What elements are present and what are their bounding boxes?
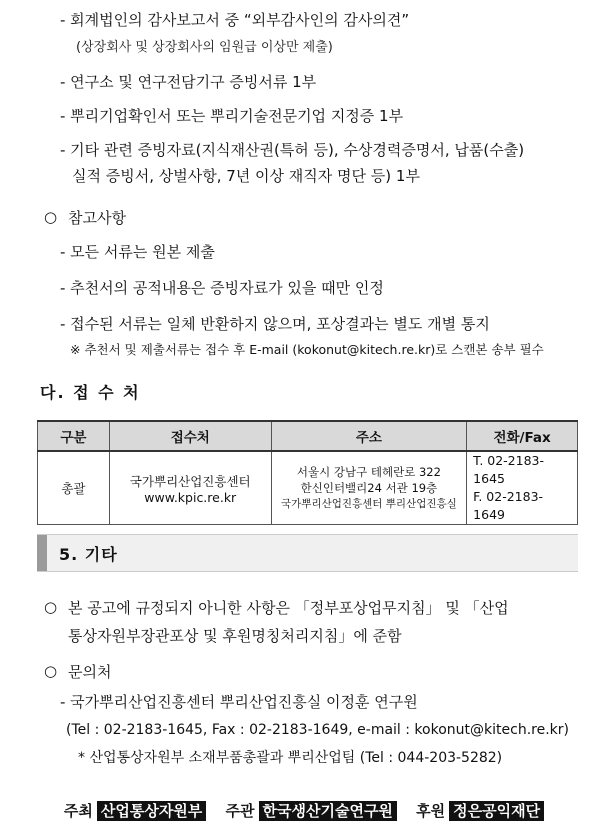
note-remark: ※ 추천서 및 제출서류는 접수 후 E-mail (kokonut@kitech.re.kr)로 스캔본 송부 필수: [70, 342, 544, 357]
contact-title: 문의처: [68, 663, 112, 681]
doc-item-other-evidence-cont: 실적 증빙서, 상벌사항, 7년 이상 재직자 명단 등) 1부: [72, 167, 420, 185]
note-item-evidence: - 추천서의 공적내용은 증빙자료가 있을 때만 인정: [60, 279, 384, 297]
receiver-name: 국가뿌리산업진흥센터: [129, 473, 251, 489]
doc-item-ppuri-certificate: - 뿌리기업확인서 또는 뿌리기술전문기업 지정증 1부: [60, 107, 404, 125]
fax-number: F. 02-2183-1649: [473, 489, 544, 522]
cell-address: [271, 451, 467, 525]
header-receiver: 접수처: [109, 421, 271, 451]
notes-bullet: ○: [44, 208, 58, 226]
address-line-1: 서울시 강남구 테헤란로 322: [296, 465, 441, 479]
section5-para-line-1: 본 공고에 규정되지 아니한 사항은 「정부포상업무지침」 및 「산업: [68, 599, 509, 617]
doc-item-research-institute: - 연구소 및 연구전담기구 증빙서류 1부: [60, 73, 317, 91]
reception-heading: 다. 접 수 처: [40, 383, 141, 402]
note-item-original: - 모든 서류는 원본 제출: [60, 243, 215, 261]
sponsor-label: 후원: [416, 802, 446, 820]
contact-details: (Tel : 02-2183-1645, Fax : 02-2183-1649, e-mail : kokonut@kitech.re.kr): [66, 722, 569, 738]
table-row: [38, 451, 578, 525]
address-line-3: 국가뿌리산업진흥센터 뿌리산업진흥실: [281, 498, 457, 510]
doc-item-other-evidence: - 기타 관련 증빙자료(지식재산권(특허 등), 수상경력증명서, 납품(수출): [60, 141, 525, 159]
cell-receiver: [109, 451, 271, 525]
organizer-label: 주관: [225, 802, 255, 820]
table-header-row: [38, 421, 578, 451]
address-line-2: 한신인터밸리24 서관 19층: [300, 481, 438, 495]
section5-bullet-2: ○: [44, 662, 58, 680]
organizer-name: 한국생산기술연구원: [259, 801, 397, 821]
reception-table: [37, 420, 578, 525]
host-label: 주최: [63, 802, 93, 820]
section5-bullet-1: ○: [44, 598, 58, 616]
phone-number: T. 02-2183-1645: [473, 453, 545, 486]
doc-item-audit-report: - 회계법인의 감사보고서 중 “외부감사인의 감사의견”: [60, 11, 410, 29]
header-address: 주소: [271, 421, 467, 451]
section-5-title: 5. 기타: [59, 545, 118, 564]
sponsor-name: 정은공익재단: [449, 801, 544, 821]
section5-para-line-2: 통상자원부장관포상 및 후원명칭처리지침」에 준함: [68, 627, 402, 645]
contact-ministry: * 산업통상자원부 소재부품총괄과 뿌리산업팀 (Tel : 044-203-5282): [78, 750, 503, 766]
footer-sponsors: [0, 800, 594, 821]
section-accent-bar: [37, 535, 47, 571]
header-category: 구분: [38, 421, 110, 451]
note-item-no-return: - 접수된 서류는 일체 반환하지 않으며, 포상결과는 별도 개별 통지: [60, 315, 490, 333]
host-name: 산업통상자원부: [97, 801, 206, 821]
header-phone-fax: 전화/Fax: [467, 421, 578, 451]
notes-title: 참고사항: [68, 209, 126, 227]
cell-category: 총괄: [38, 451, 110, 525]
cell-phone-fax: [467, 451, 578, 525]
doc-item-audit-report-note: (상장회사 및 상장회사의 임원급 이상만 제출): [76, 40, 333, 55]
contact-person: - 국가뿌리산업진흥센터 뿌리산업진흥실 이정훈 연구원: [60, 693, 418, 711]
receiver-url[interactable]: www.kpic.re.kr: [144, 489, 237, 505]
section-5-header: [37, 534, 578, 572]
